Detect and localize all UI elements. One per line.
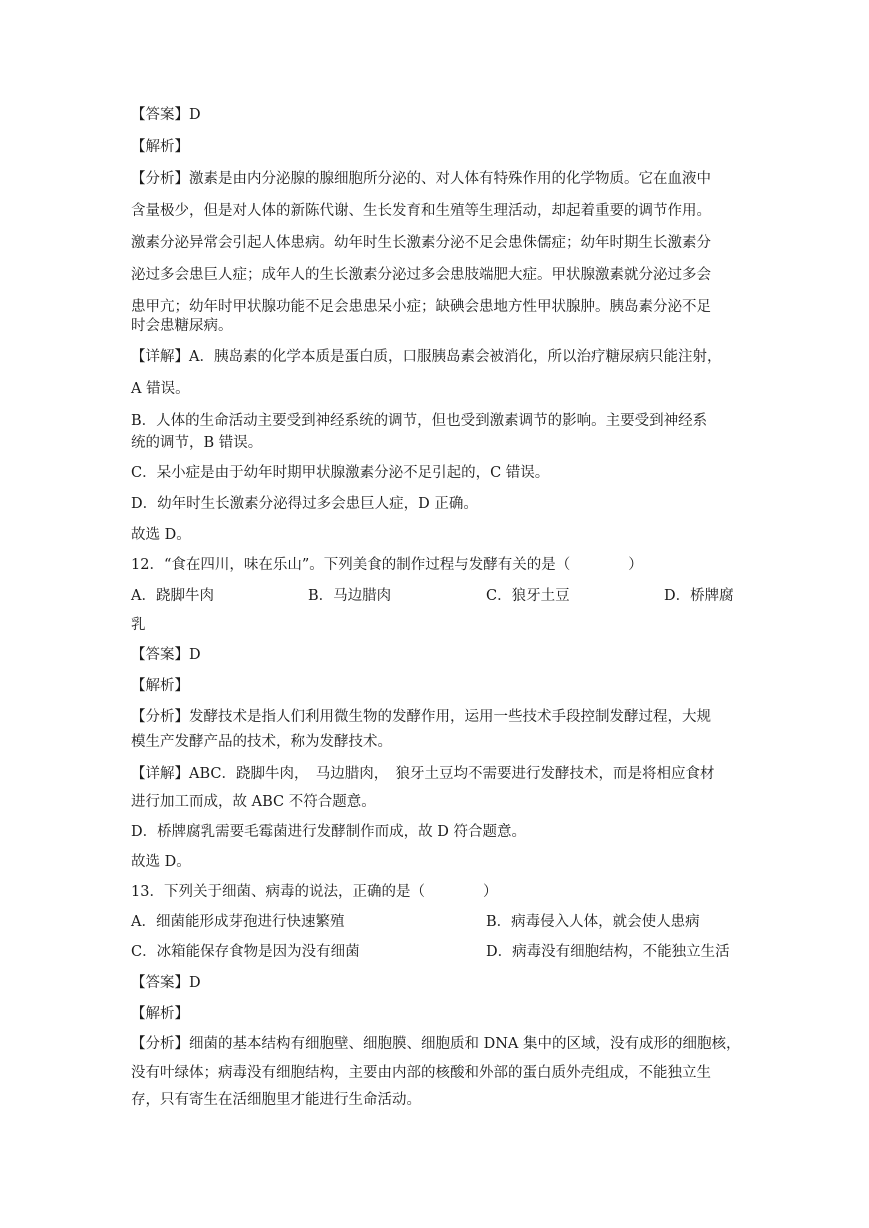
text-line: D．桥牌腐乳需要毛霉菌进行发酵制作而成，故 D 符合题意。 <box>131 824 526 840</box>
analysis-label: 【解析】 <box>131 139 189 155</box>
q12-option-a: A．跷脚牛肉 <box>131 588 214 604</box>
text-line: 【分析】细菌的基本结构有细胞壁、细胞膜、细胞质和 DNA 集中的区域，没有成形的细胞核， <box>131 1036 741 1052</box>
analysis-label: 【解析】 <box>131 1006 189 1022</box>
text-line: 时会患糖尿病。 <box>131 318 233 334</box>
answer-label: 【答案】D <box>131 107 201 123</box>
answer-label: 【答案】D <box>131 647 201 663</box>
text-line: 存，只有寄生在活细胞里才能进行生命活动。 <box>131 1092 421 1108</box>
text-line: A 错误。 <box>131 381 190 397</box>
analysis-label: 【解析】 <box>131 678 189 694</box>
question-12: 12．“食在四川，味在乐山”。下列美食的制作过程与发酵有关的是（ ） <box>131 557 643 573</box>
q12-option-c: C．狼牙土豆 <box>486 588 570 604</box>
text-line: B．人体的生命活动主要受到神经系统的调节，但也受到激素调节的影响。主要受到神经系 <box>131 413 708 429</box>
text-line: 故选 D。 <box>131 527 191 543</box>
text-line: 激素分泌异常会引起人体患病。幼年时生长激素分泌不足会患侏儒症；幼年时期生长激素分 <box>131 235 711 251</box>
q13-option-d: D．病毒没有细胞结构，不能独立生活 <box>486 944 730 960</box>
text-line: 故选 D。 <box>131 854 191 870</box>
text-line: 【详解】ABC．跷脚牛肉， 马边腊肉， 狼牙土豆均不需要进行发酵技术，而是将相应食材 <box>131 766 715 782</box>
q12-option-d: D．桥牌腐 <box>664 588 734 604</box>
q12-option-b: B．马边腊肉 <box>308 588 392 604</box>
text-line: D．幼年时生长激素分泌得过多会患巨人症，D 正确。 <box>131 496 478 512</box>
text-line: 统的调节，B 错误。 <box>131 435 263 451</box>
text-line: C．呆小症是由于幼年时期甲状腺激素分泌不足引起的，C 错误。 <box>131 465 550 481</box>
text-line: 泌过多会患巨人症；成年人的生长激素分泌过多会患肢端肥大症。甲状腺激素就分泌过多会 <box>131 267 711 283</box>
text-line: 患甲亢；幼年时甲状腺功能不足会患患呆小症；缺碘会患地方性甲状腺肿。胰岛素分泌不足 <box>131 299 711 315</box>
text-line: 没有叶绿体；病毒没有细胞结构，主要由内部的核酸和外部的蛋白质外壳组成，不能独立生 <box>131 1065 711 1081</box>
question-13: 13．下列关于细菌、病毒的说法，正确的是（ ） <box>131 884 498 900</box>
text-line: 模生产发酵产品的技术，称为发酵技术。 <box>131 734 392 750</box>
text-line: 【详解】A．胰岛素的化学本质是蛋白质，口服胰岛素会被消化，所以治疗糖尿病只能注射， <box>131 349 722 365</box>
text-line: 乳 <box>131 617 146 633</box>
q13-option-c: C．冰箱能保存食物是因为没有细菌 <box>131 944 360 960</box>
q13-option-a: A．细菌能形成芽孢进行快速繁殖 <box>131 914 345 930</box>
q13-option-b: B．病毒侵入人体，就会使人患病 <box>486 914 700 930</box>
text-line: 【分析】激素是由内分泌腺的腺细胞所分泌的、对人体有特殊作用的化学物质。它在血液中 <box>131 171 711 187</box>
text-line: 【分析】发酵技术是指人们利用微生物的发酵作用，运用一些技术手段控制发酵过程，大规 <box>131 709 711 725</box>
text-line: 进行加工而成，故 ABC 不符合题意。 <box>131 794 376 810</box>
text-line: 含量极少，但是对人体的新陈代谢、生长发育和生殖等生理活动，却起着重要的调节作用。 <box>131 203 711 219</box>
answer-label: 【答案】D <box>131 975 201 991</box>
